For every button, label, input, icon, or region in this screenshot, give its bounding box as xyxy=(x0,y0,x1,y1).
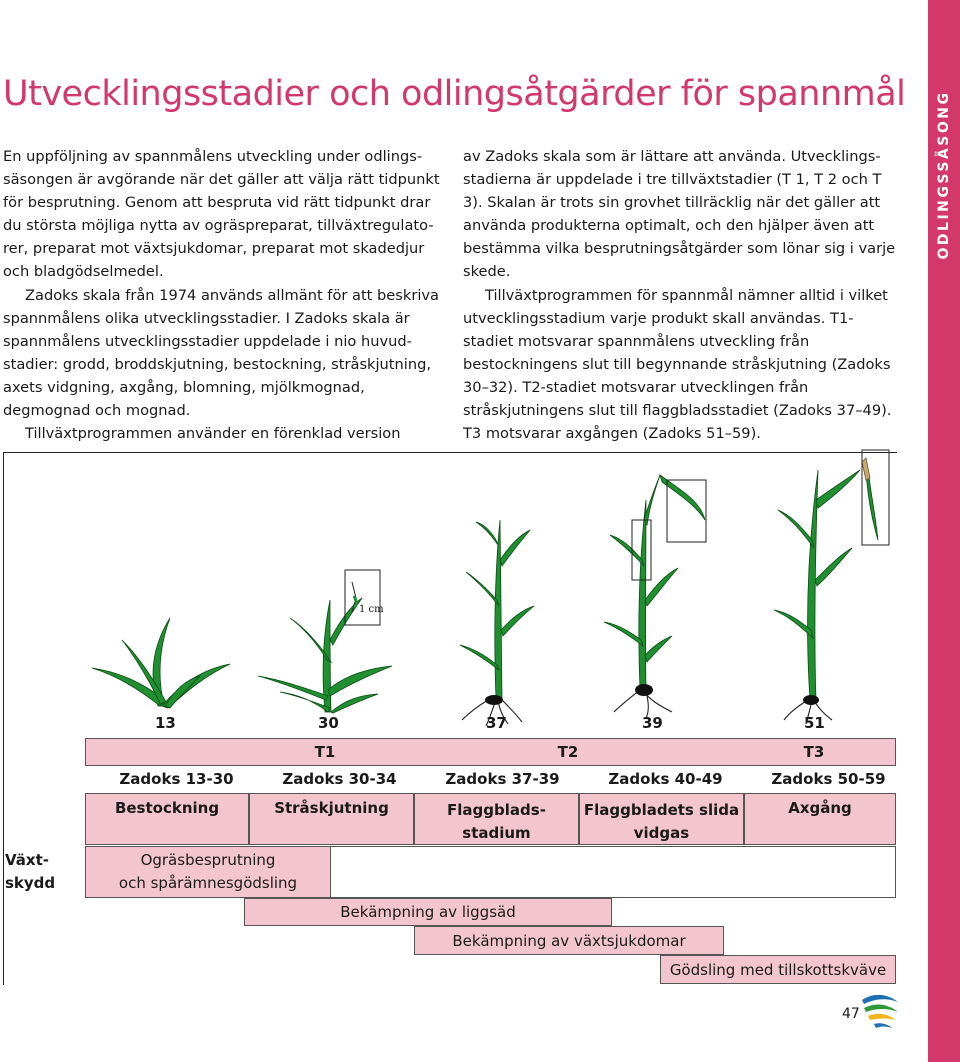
stage-name: Flaggbladets slida vidgas xyxy=(579,793,744,845)
stage-number: 30 xyxy=(318,714,339,732)
t-label: T3 xyxy=(803,743,825,761)
stage-name: Flaggblads- stadium xyxy=(414,793,579,845)
t-label: T1 xyxy=(314,743,336,761)
plant-stage-30 xyxy=(258,598,392,713)
t-row-band xyxy=(85,738,896,766)
plant-stage-13 xyxy=(92,618,230,708)
paragraph: av Zadoks skala som är lättare att använda. Utvecklings-stadierna är uppdelade i tre tillväxtstadier (T 1, T 2 och T 3). Skalan är trots sin grovhet tillräcklig när det gäller att använda produkterna optimalt, och den hjälper även att bestämma vilka besprutningsåtgärder som lönar sig i varje skede. xyxy=(463,148,896,281)
zadoks-range: Zadoks 40-49 xyxy=(608,770,723,788)
plant-stage-37 xyxy=(460,520,534,700)
stage-number: 39 xyxy=(642,714,663,732)
measure-lodging-control: Bekämpning av liggsäd xyxy=(244,898,612,926)
stage-name: Stråskjutning xyxy=(249,793,414,845)
plant-stage-39 xyxy=(604,475,705,690)
paragraph: En uppföljning av spannmålens utveckling under odlings-säsongen är avgörande när det gäller att välja rätt tidpunkt för besprutning. Genom att bespruta vid rätt tidpunkt drar du största möjliga nytta av ogräspreparat, tillväxtregulato-rer, preparat mot växtsjukdomar, preparat mot skadedjur och bladgödselmedel. xyxy=(3,148,440,281)
ear-icon xyxy=(862,458,870,480)
root-clumps xyxy=(485,684,819,705)
stage-number: 51 xyxy=(804,714,825,732)
zadoks-range: Zadoks 50-59 xyxy=(771,770,886,788)
logo-icon xyxy=(858,988,902,1038)
page-title: Utvecklingsstadier och odlingsåtgärder för spannmål xyxy=(3,74,906,114)
sidebar-label: ODLINGSSÄSONG xyxy=(936,90,952,260)
zadoks-range: Zadoks 37-39 xyxy=(445,770,560,788)
paragraph: Tillväxtprogrammen använder en förenklad version xyxy=(25,425,401,443)
page-number: 47 xyxy=(842,1006,860,1022)
zadoks-range: Zadoks 13-30 xyxy=(119,770,234,788)
t-label: T2 xyxy=(557,743,579,761)
detail-box-30 xyxy=(345,570,380,625)
stage-name: Axgång xyxy=(744,793,896,845)
measure-weed-control: Ogräsbesprutning och spårämnesgödsling xyxy=(85,846,331,898)
paragraph: Tillväxtprogrammen för spannmål nämner alltid i vilket utvecklingsstadium varje produkt skall användas. T1-stadiet motsvarar spannmålens utveckling från bestockningens slut till begynnande stråskjutning (Zadoks 30–32). T2-stadiet motsvarar utvecklingen från stråskjutningens slut till flaggbladsstadiet (Zadoks 37–49). T3 motsvarar axgången (Zadoks 51–59). xyxy=(463,286,892,443)
measure-nitrogen-topdressing: Gödsling med tillskottskväve xyxy=(660,955,896,984)
measure-disease-control: Bekämpning av växtsjukdomar xyxy=(414,926,724,955)
stage-name: Bestockning xyxy=(85,793,249,845)
measure-empty-band xyxy=(331,846,896,898)
stage-number: 37 xyxy=(486,714,507,732)
zadoks-range: Zadoks 30-34 xyxy=(282,770,397,788)
paragraph: Zadoks skala från 1974 används allmänt för att beskriva spannmålens olika utvecklingsstadier. I Zadoks skala är spannmålens utvecklingsstadier uppdelade i nio huvud-stadier: grodd, broddskjutning, bestockning, stråskjutning, axets vidgning, axgång, blomning, mjölkmognad, degmognad och mognad. xyxy=(3,286,439,420)
stage-number: 13 xyxy=(155,714,176,732)
scale-label: 1 cm xyxy=(359,604,384,615)
row-label-vaxtskydd: Växt- skydd xyxy=(5,851,56,892)
